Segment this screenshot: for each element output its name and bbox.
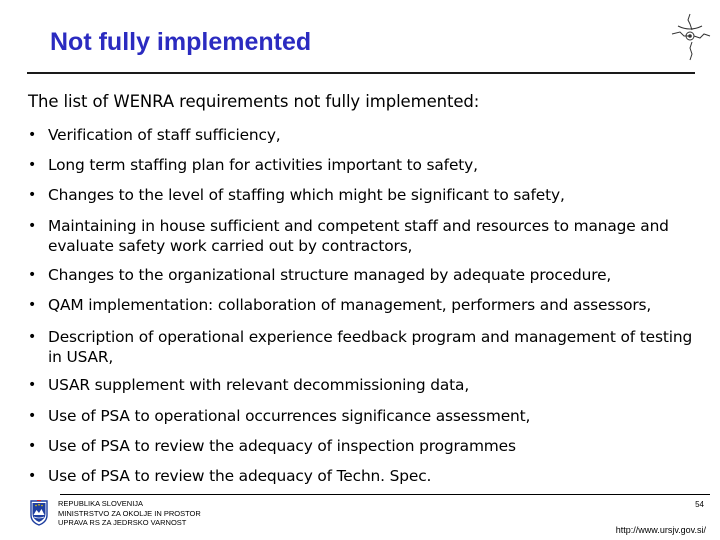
list-item-text: Use of PSA to operational occurrences significance assessment, [48, 407, 531, 425]
bullet-marker: • [28, 408, 37, 424]
bullet-marker: • [28, 329, 37, 345]
footer-divider [60, 494, 710, 495]
list-item [28, 125, 281, 145]
atom-logo-icon [668, 10, 712, 62]
list-item-text: Maintaining in house sufficient and competent staff and resources to manage and evaluate safety work carried out by contractors, [48, 217, 669, 255]
list-item-text: Use of PSA to review the adequacy of Techn. Spec. [48, 467, 432, 485]
bullet-marker: • [28, 127, 37, 143]
list-item-text: Changes to the organizational structure managed by adequate procedure, [48, 266, 612, 284]
list-item [28, 327, 698, 367]
list-item-text: Use of PSA to review the adequacy of inspection programmes [48, 437, 516, 455]
title-divider [27, 72, 695, 74]
list-item [28, 185, 565, 205]
list-item [28, 155, 478, 175]
bullet-marker: • [28, 267, 37, 283]
intro-text: The list of WENRA requirements not fully implemented: [28, 92, 480, 111]
list-item [28, 216, 698, 256]
bullet-marker: • [28, 157, 37, 173]
bullet-marker: • [28, 377, 37, 393]
list-item [28, 265, 611, 285]
list-item [28, 295, 651, 315]
list-item-text: Changes to the level of staffing which might be significant to safety, [48, 186, 565, 204]
coat-of-arms-icon [30, 500, 48, 526]
list-item-text: QAM implementation: collaboration of management, performers and assessors, [48, 296, 652, 314]
list-item-text: Verification of staff sufficiency, [48, 126, 281, 144]
agency-block [58, 499, 201, 528]
footer-url[interactable]: http://www.ursjv.gov.si/ [615, 525, 706, 535]
bullet-marker: • [28, 187, 37, 203]
agency-line: MINISTRSTVO ZA OKOLJE IN PROSTOR [58, 508, 201, 518]
bullet-marker: • [28, 468, 37, 484]
bullet-marker: • [28, 438, 37, 454]
list-item-text: Description of operational experience feedback program and management of testing in USAR, [48, 328, 693, 366]
list-item [28, 436, 516, 456]
agency-line: UPRAVA RS ZA JEDRSKO VARNOST [58, 518, 187, 527]
list-item [28, 466, 431, 486]
bullet-marker: • [28, 297, 37, 313]
list-item [28, 406, 530, 426]
slide-title: Not fully implemented [50, 28, 312, 56]
list-item-text: Long term staffing plan for activities important to safety, [48, 156, 478, 174]
list-item-text: USAR supplement with relevant decommissioning data, [48, 376, 470, 394]
list-item [28, 375, 469, 395]
page-number: 54 [695, 500, 704, 509]
bullet-marker: • [28, 218, 37, 234]
agency-line: REPUBLIKA SLOVENIJA [58, 499, 144, 508]
